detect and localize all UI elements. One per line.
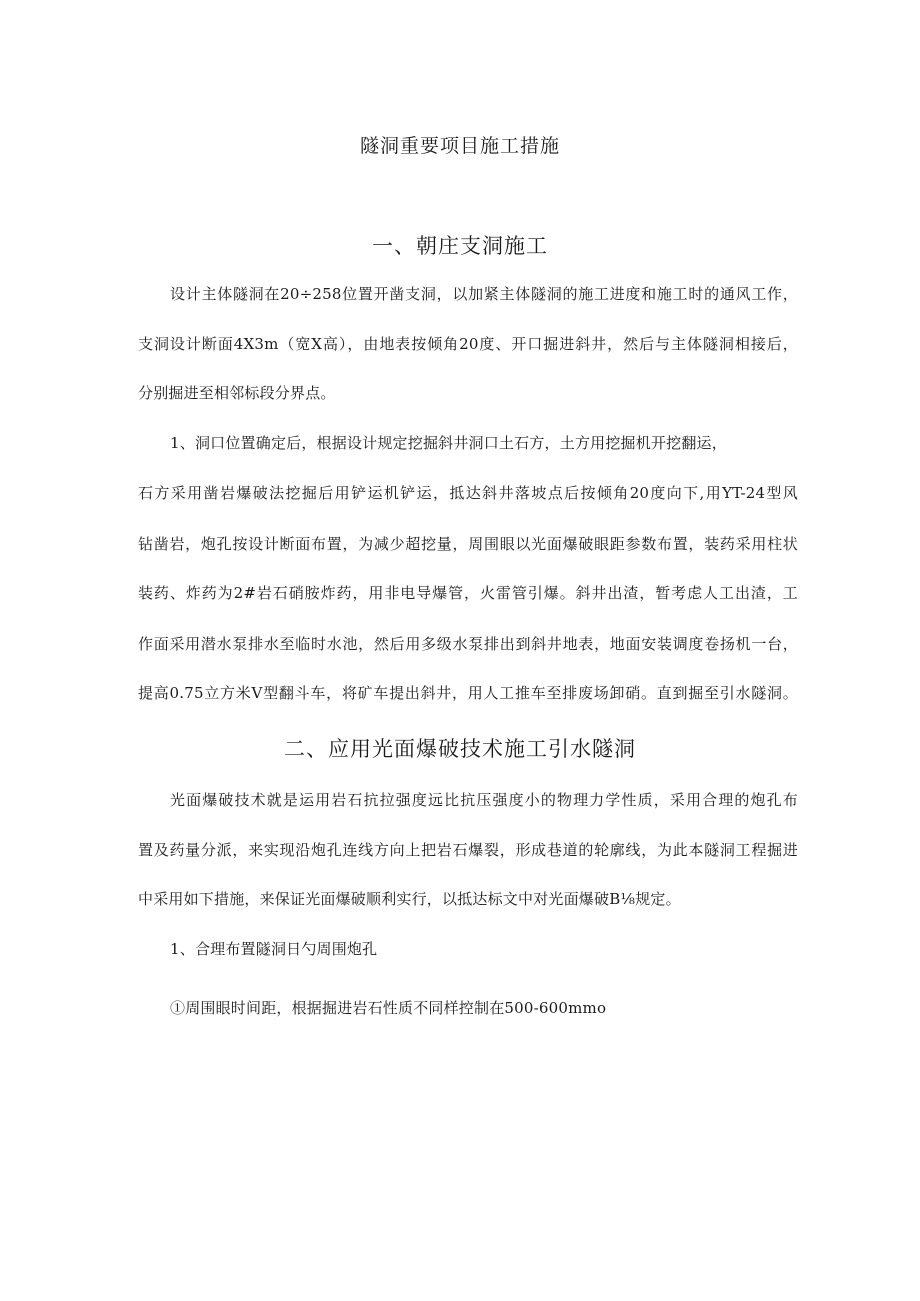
list-item: 1、合理布置隧洞日勺周围炮孔 [170, 940, 378, 958]
paragraph-line: 设计主体隧洞在20÷258位置开凿支洞，以加紧主体隧洞的施工进度和施工时的通风工作， [170, 285, 798, 303]
section-1-heading: 一、朝庄支洞施工 [372, 234, 548, 258]
paragraph-line: 石方采用凿岩爆破法挖掘后用铲运机铲运，抵达斜井落坡点后按倾角20度向下,用YT-24型风 [138, 484, 798, 502]
paragraph-line: 光面爆破技术就是运用岩石抗拉强度远比抗压强度小的物理力学性质，采用合理的炮孔布 [170, 791, 798, 809]
paragraph-line: 装药、炸药为2#岩石硝胺炸药，用非电导爆管，火雷管引爆。斜井出渣，暂考虑人工出渣，工 [138, 584, 798, 602]
paragraph-line: 钻凿岩，炮孔按设计断面布置，为减少超挖量，周围眼以光面爆破眼距参数布置，装药采用柱状 [138, 535, 798, 553]
paragraph-line: 分别掘进至相邻标段分界点。 [138, 384, 336, 402]
paragraph-line: 中采用如下措施，来保证光面爆破顺利实行，以抵达标文中对光面爆破B⅛规定。 [138, 890, 681, 908]
paragraph-line: 支洞设计断面4X3m（宽X高），由地表按倾角20度、开口掘进斜井，然后与主体隧洞相接后， [138, 335, 798, 353]
section-2-heading: 二、应用光面爆破技术施工引水隧洞 [284, 737, 636, 761]
paragraph-line: 作面采用潜水泵排水至临时水池，然后用多级水泵排出到斜井地表，地面安装调度卷扬机一台， [138, 635, 798, 653]
list-item: ①周围眼时间距，根据掘进岩石性质不同样控制在500-600mmo [170, 999, 607, 1017]
paragraph-line: 置及药量分派，来实现沿炮孔连线方向上把岩石爆裂，形成巷道的轮廓线，为此本隧洞工程掘进 [138, 841, 798, 859]
paragraph-line: 1、洞口位置确定后，根据设计规定挖掘斜井洞口土石方，土方用挖掘机开挖翻运， [170, 434, 727, 452]
paragraph-line: 提高0.75立方米V型翻斗车，将矿车提出斜井，用人工推车至排废场卸硝。直到掘至引水隧洞。 [138, 684, 798, 702]
page-title: 隧洞重要项目施工措施 [359, 135, 560, 157]
